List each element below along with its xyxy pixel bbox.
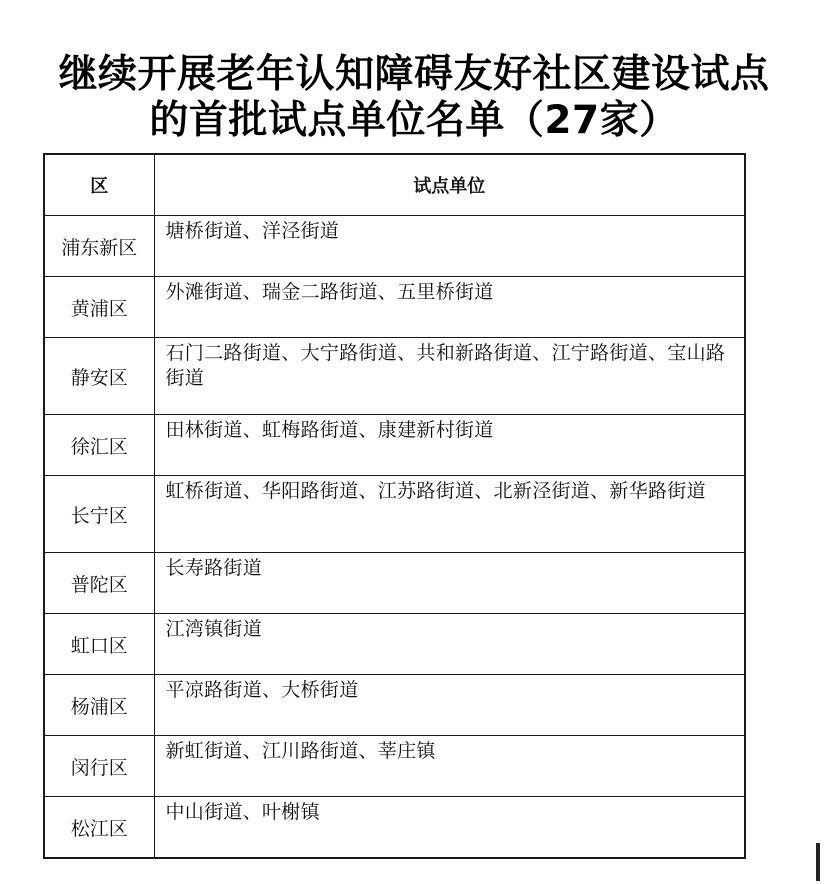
units-cell: 江湾镇街道 xyxy=(154,614,745,675)
units-cell: 中山街道、叶榭镇 xyxy=(154,797,745,859)
district-cell: 静安区 xyxy=(44,338,154,415)
table-row xyxy=(44,675,745,736)
table-row xyxy=(44,277,745,338)
table-row xyxy=(44,797,745,859)
table-header-row xyxy=(44,154,745,216)
title-line-2: 的首批试点单位名单（27家） xyxy=(149,98,679,143)
units-cell: 外滩街道、瑞金二路街道、五里桥街道 xyxy=(154,277,745,338)
table-row xyxy=(44,736,745,797)
units-cell: 长寿路街道 xyxy=(154,553,745,614)
district-cell: 松江区 xyxy=(44,797,154,859)
units-cell: 石门二路街道、大宁路街道、共和新路街道、江宁路街道、宝山路街道 xyxy=(154,338,745,415)
units-cell: 虹桥街道、华阳路街道、江苏路街道、北新泾街道、新华路街道 xyxy=(154,476,745,553)
district-cell: 闵行区 xyxy=(44,736,154,797)
table-row xyxy=(44,216,745,277)
units-cell: 田林街道、虹梅路街道、康建新村街道 xyxy=(154,415,745,476)
district-cell: 普陀区 xyxy=(44,553,154,614)
units-cell: 新虹街道、江川路街道、莘庄镇 xyxy=(154,736,745,797)
header-district: 区 xyxy=(44,154,154,216)
header-units: 试点单位 xyxy=(154,154,745,216)
table-row xyxy=(44,476,745,553)
district-cell: 浦东新区 xyxy=(44,216,154,277)
table-row xyxy=(44,614,745,675)
table-row xyxy=(44,415,745,476)
district-cell: 徐汇区 xyxy=(44,415,154,476)
district-cell: 杨浦区 xyxy=(44,675,154,736)
table-row xyxy=(44,338,745,415)
units-cell: 平凉路街道、大桥街道 xyxy=(154,675,745,736)
title-line-1: 继续开展老年认知障碍友好社区建设试点 xyxy=(58,52,770,97)
document-title xyxy=(0,52,828,144)
units-cell: 塘桥街道、洋泾街道 xyxy=(154,216,745,277)
scroll-indicator[interactable] xyxy=(816,843,820,881)
district-cell: 虹口区 xyxy=(44,614,154,675)
district-cell: 长宁区 xyxy=(44,476,154,553)
table-row xyxy=(44,553,745,614)
district-cell: 黄浦区 xyxy=(44,277,154,338)
pilot-units-table xyxy=(43,153,746,859)
